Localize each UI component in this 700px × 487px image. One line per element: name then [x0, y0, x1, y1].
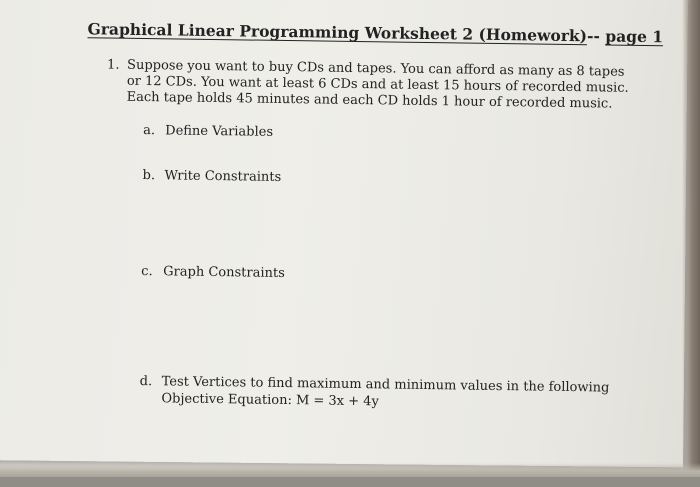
part-c: [141, 264, 285, 281]
part-c-text: Graph Constraints: [163, 264, 285, 282]
part-b-label: b.: [142, 168, 156, 184]
objective-equation: Objective Equation: M = 3x + 4y: [161, 391, 379, 410]
title-main: Graphical Linear Programming Worksheet 2 (Homework): [87, 19, 588, 46]
problem-number: 1.: [106, 57, 120, 73]
part-b: [142, 168, 281, 185]
title-dash: --: [586, 26, 606, 46]
part-c-label: c.: [141, 263, 153, 280]
part-a: [143, 123, 273, 140]
part-a-text: Define Variables: [165, 123, 274, 140]
worksheet-title: [87, 19, 663, 46]
problem-line-2: or 12 CDs. You want at least 6 CDs and at least 15 hours of recorded music.: [126, 73, 629, 96]
part-a-label: a.: [143, 123, 156, 139]
part-d-text: Test Vertices to find maximum and minimum values in the following: [161, 374, 610, 396]
title-page: page 1: [605, 26, 664, 47]
part-b-text: Write Constraints: [164, 168, 282, 185]
problem-line-1: Suppose you want to buy CDs and tapes. You can afford as many as 8 tapes: [126, 57, 625, 80]
problem-line-3: Each tape holds 45 minutes and each CD holds 1 hour of recorded music.: [126, 89, 613, 112]
part-d-label: d.: [139, 373, 153, 390]
